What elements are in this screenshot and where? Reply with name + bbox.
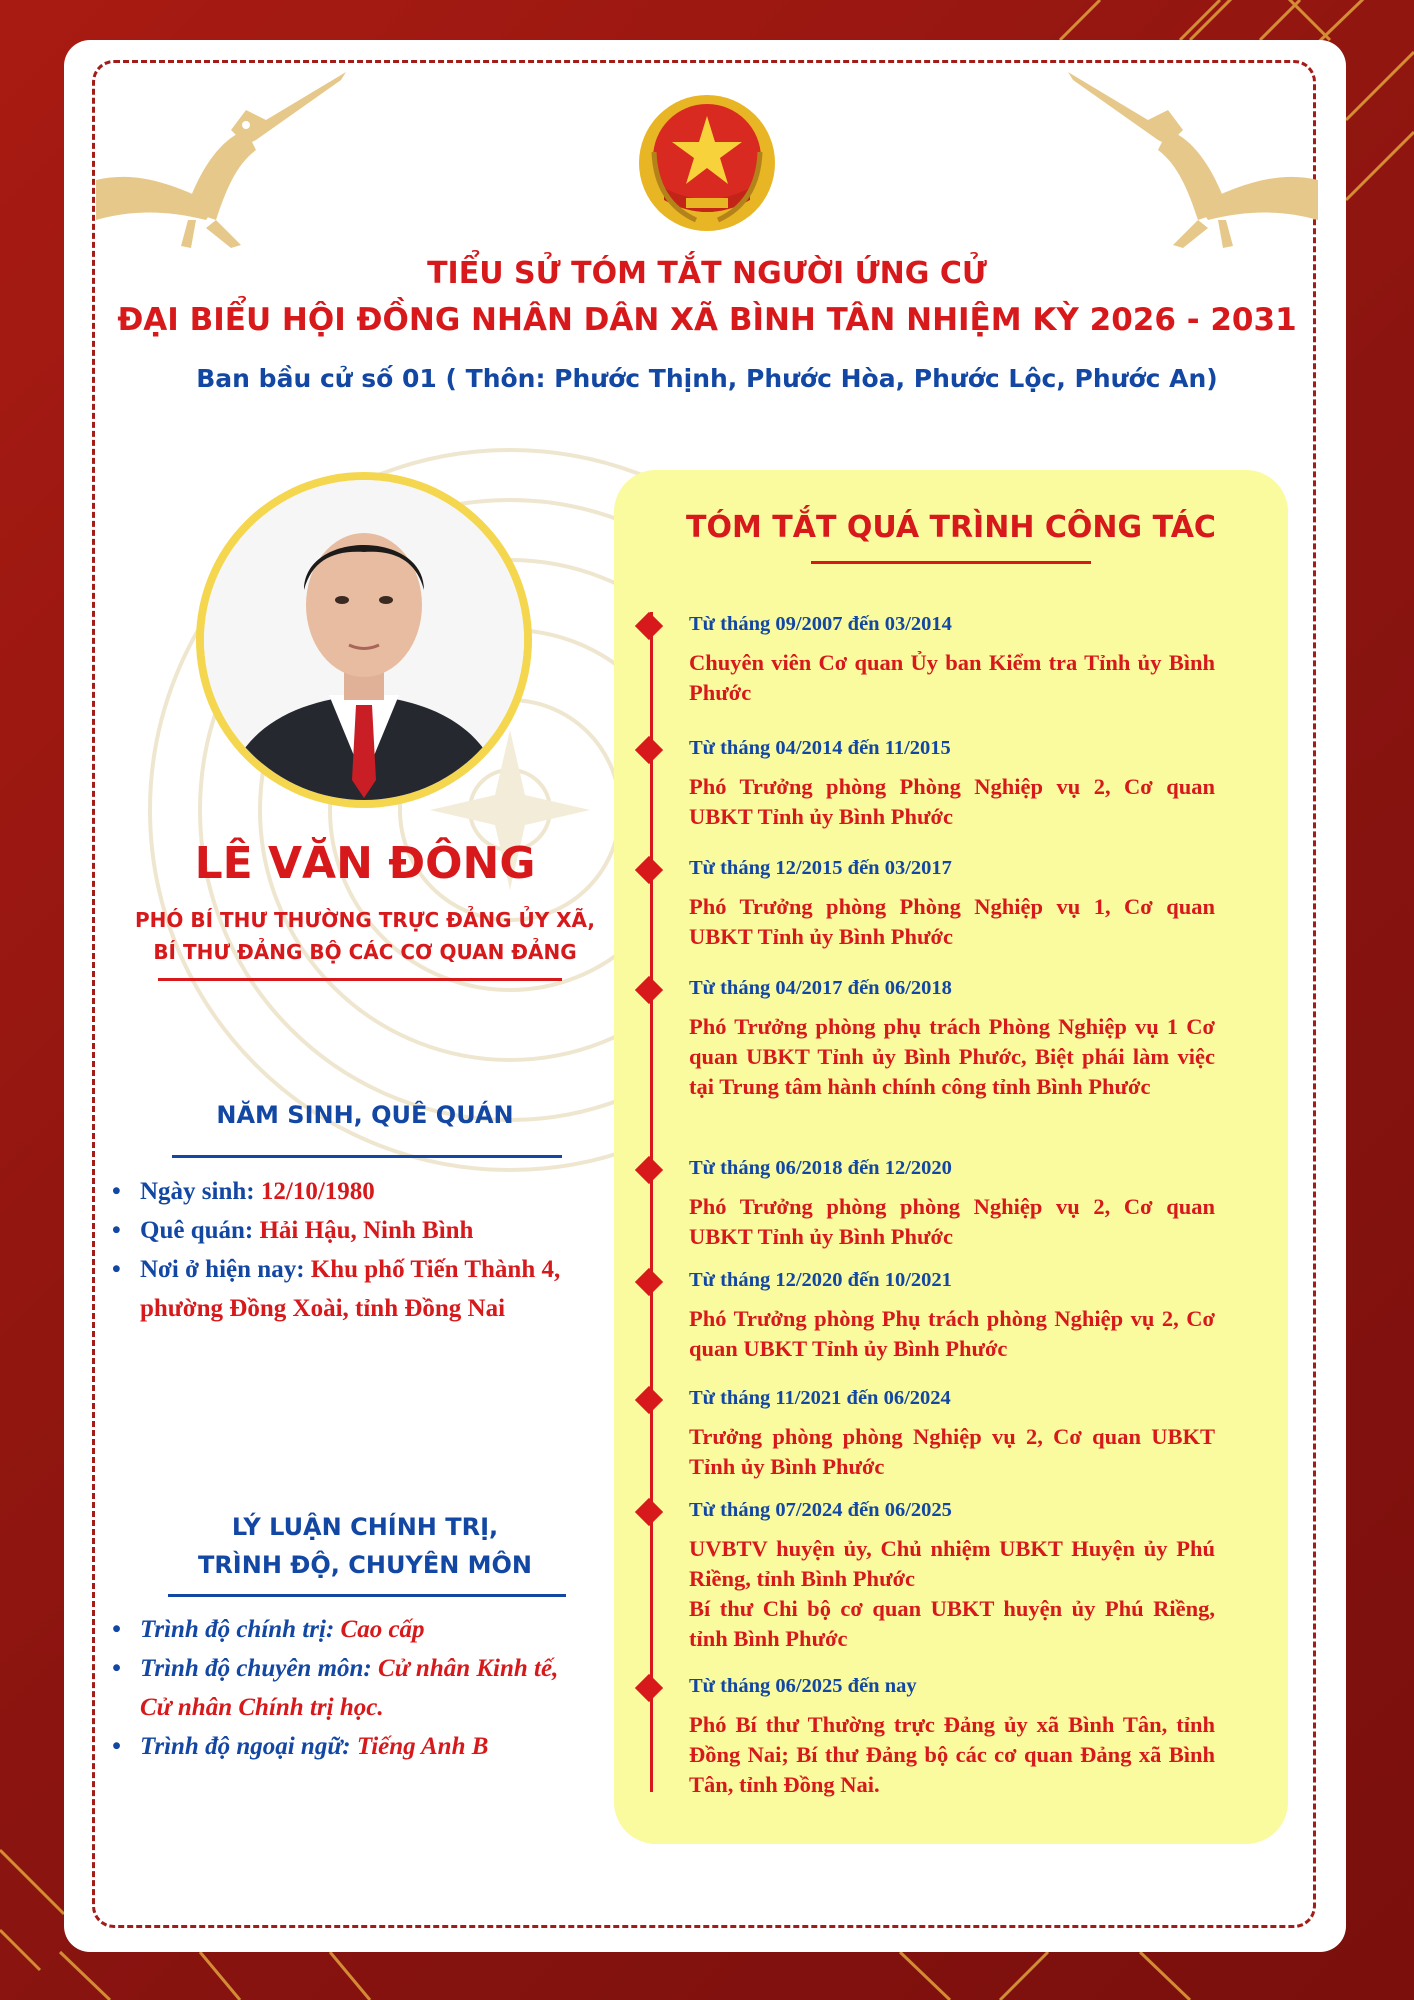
residence-value: Khu phố Tiến Thành 4, phường Đồng Xoài, tỉnh Đồng Nai <box>140 1256 561 1322</box>
career-entry-date: Từ tháng 12/2015 đến 03/2017 <box>689 857 952 879</box>
career-entry <box>689 1154 1215 1252</box>
language-level-value: Tiếng Anh B <box>356 1733 489 1760</box>
career-entry <box>689 854 1215 952</box>
career-panel-title: TÓM TẮT QUÁ TRÌNH CÔNG TÁC <box>686 510 1216 545</box>
political-level-value: Cao cấp <box>340 1616 425 1643</box>
crane-left-icon <box>96 70 356 250</box>
timeline-line <box>650 612 653 1792</box>
career-entry-date: Từ tháng 04/2014 đến 11/2015 <box>689 737 951 759</box>
birth-info-list <box>110 1172 580 1328</box>
hometown-item: • Quê quán: Hải Hậu, Ninh Bình <box>110 1211 580 1250</box>
career-entry <box>689 1496 1215 1654</box>
career-entry-desc: Chuyên viên Cơ quan Ủy ban Kiểm tra Tỉnh ủy Bình Phước <box>689 650 1215 705</box>
career-entry-date: Từ tháng 06/2025 đến nay <box>689 1675 917 1697</box>
career-entry-date: Từ tháng 06/2018 đến 12/2020 <box>689 1157 952 1179</box>
birth-section-divider <box>172 1155 562 1158</box>
document-title-line2: ĐẠI BIỂU HỘI ĐỒNG NHÂN DÂN XÃ BÌNH TÂN NHIỆM KỲ 2026 - 2031 <box>117 302 1297 338</box>
candidate-portrait <box>204 480 524 800</box>
career-entry-date: Từ tháng 04/2017 đến 06/2018 <box>689 977 952 999</box>
career-entry-date: Từ tháng 09/2007 đến 03/2014 <box>689 613 952 635</box>
career-entry-desc: Phó Trưởng phòng Phòng Nghiệp vụ 1, Cơ quan UBKT Tỉnh ủy Bình Phước <box>689 894 1215 949</box>
crane-right-icon <box>1058 70 1318 250</box>
career-entry-desc: Phó Trưởng phòng phụ trách Phòng Nghiệp vụ 1 Cơ quan UBKT Tỉnh ủy Bình Phước, Biệt phái làm việc tại Trung tâm hành chính công tỉnh Bình Phước <box>689 1014 1215 1099</box>
career-entry-date: Từ tháng 11/2021 đến 06/2024 <box>689 1387 951 1409</box>
political-level-item: • Trình độ chính trị: Cao cấp <box>110 1610 580 1649</box>
education-section-heading: LÝ LUẬN CHÍNH TRỊ, TRÌNH ĐỘ, CHUYÊN MÔN <box>197 1513 533 1579</box>
candidate-position <box>100 904 630 968</box>
position-line2: BÍ THƯ ĐẢNG BỘ CÁC CƠ QUAN ĐẢNG <box>153 940 577 964</box>
dob-item: • Ngày sinh: 12/10/1980 <box>110 1172 580 1211</box>
career-entry <box>689 1384 1215 1482</box>
election-unit-subtitle: Ban bầu cử số 01 ( Thôn: Phước Thịnh, Phước Hòa, Phước Lộc, Phước An) <box>196 364 1218 393</box>
person-portrait-icon <box>204 480 524 800</box>
career-entry <box>689 1672 1215 1800</box>
career-entry <box>689 974 1215 1102</box>
education-info-list <box>110 1610 580 1766</box>
language-level-item: • Trình độ ngoại ngữ: Tiếng Anh B <box>110 1727 580 1766</box>
document-title-line1: TIỂU SỬ TÓM TẮT NGƯỜI ỨNG CỬ <box>427 256 987 291</box>
position-line1: PHÓ BÍ THƯ THƯỜNG TRỰC ĐẢNG ỦY XÃ, <box>134 908 596 932</box>
career-entry-desc: UVBTV huyện ủy, Chủ nhiệm UBKT Huyện ủy Phú Riềng, tỉnh Bình Phước Bí thư Chi bộ cơ quan UBKT huyện ủy Phú Riềng, tỉnh Bình Phước <box>689 1536 1215 1651</box>
national-emblem-icon <box>636 92 778 234</box>
career-entry-desc: Phó Trưởng phòng Phòng Nghiệp vụ 2, Cơ quan UBKT Tỉnh ủy Bình Phước <box>689 774 1215 829</box>
career-entry-desc: Phó Bí thư Thường trực Đảng ủy xã Bình Tân, tỉnh Đồng Nai; Bí thư Đảng bộ các cơ quan Đảng xã Bình Tân, tỉnh Đồng Nai. <box>689 1712 1215 1797</box>
birth-section-heading: NĂM SINH, QUÊ QUÁN <box>216 1101 514 1129</box>
career-entry-desc: Phó Trưởng phòng phòng Nghiệp vụ 2, Cơ quan UBKT Tỉnh ủy Bình Phước <box>689 1194 1215 1249</box>
professional-level-item: • Trình độ chuyên môn: Cử nhân Kinh tế, Cử nhân Chính trị học. <box>110 1649 580 1727</box>
career-entry-date: Từ tháng 12/2020 đến 10/2021 <box>689 1269 952 1291</box>
career-title-divider <box>811 561 1091 564</box>
career-entry <box>689 734 1215 832</box>
professional-level-value: Cử nhân Kinh tế, Cử nhân Chính trị học. <box>140 1655 559 1721</box>
career-entry <box>689 610 1215 708</box>
candidate-name: LÊ VĂN ĐÔNG <box>194 838 536 889</box>
career-entry-date: Từ tháng 07/2024 đến 06/2025 <box>689 1499 952 1521</box>
education-section-divider <box>168 1594 566 1597</box>
name-divider <box>158 978 562 981</box>
career-entry-desc: Trưởng phòng phòng Nghiệp vụ 2, Cơ quan UBKT Tỉnh ủy Bình Phước <box>689 1424 1215 1479</box>
career-entry-desc: Phó Trưởng phòng Phụ trách phòng Nghiệp vụ 2, Cơ quan UBKT Tỉnh ủy Bình Phước <box>689 1306 1215 1361</box>
career-entry <box>689 1266 1215 1364</box>
hometown-value: Hải Hậu, Ninh Bình <box>259 1217 474 1244</box>
dob-value: 12/10/1980 <box>260 1178 375 1205</box>
residence-item: • Nơi ở hiện nay: Khu phố Tiến Thành 4, phường Đồng Xoài, tỉnh Đồng Nai <box>110 1250 580 1328</box>
